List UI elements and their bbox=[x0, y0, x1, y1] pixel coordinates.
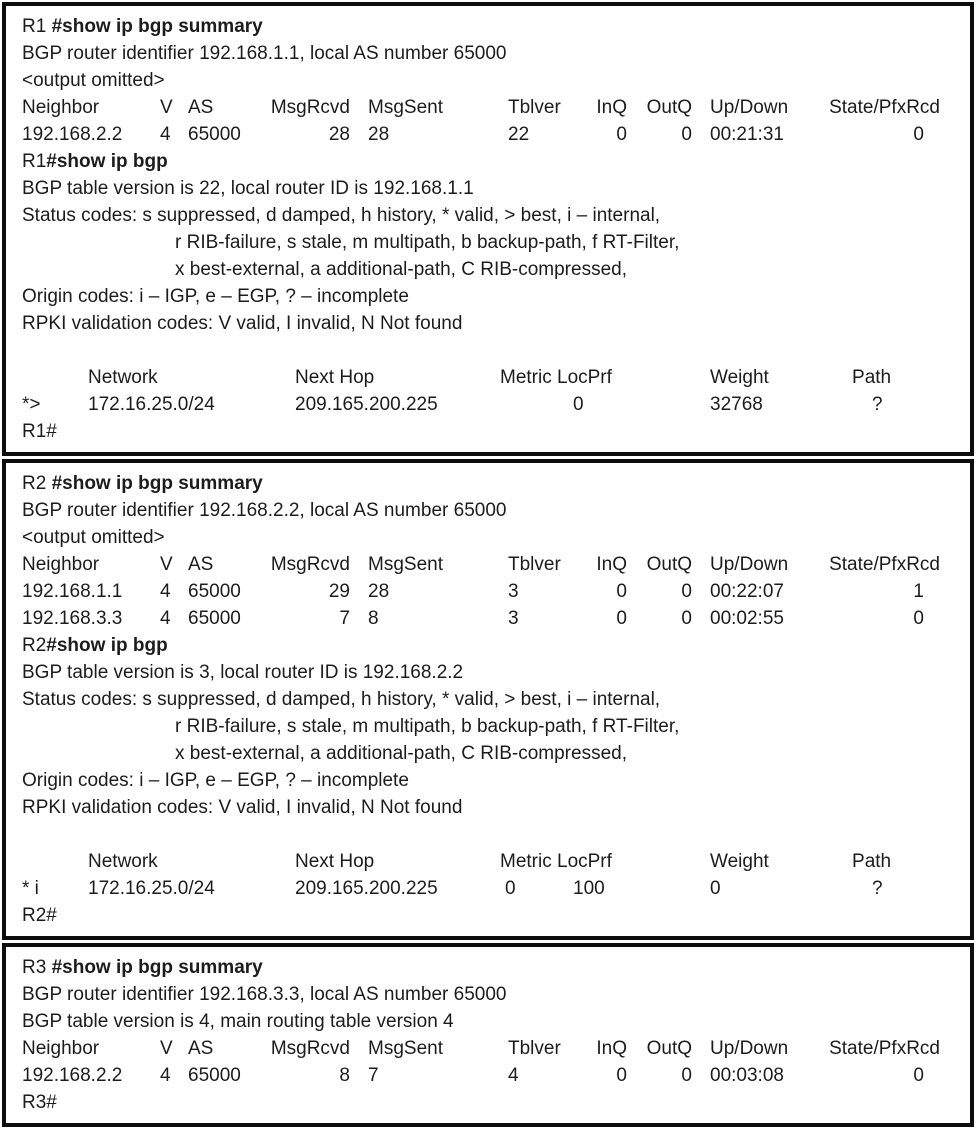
column-header: Tblver bbox=[508, 1038, 561, 1059]
blank-line bbox=[22, 337, 964, 364]
status-column-header bbox=[22, 364, 88, 391]
terminal-output-stack bbox=[2, 2, 974, 1127]
table-cell: 28 bbox=[368, 124, 390, 145]
router-prompt: R2 bbox=[22, 635, 47, 656]
output-line: BGP router identifier 192.168.1.1, local AS number 65000 bbox=[22, 43, 507, 64]
table-cell: 0 bbox=[913, 608, 924, 629]
neighbor-row bbox=[22, 605, 940, 632]
command-text: #show ip bgp summary bbox=[51, 957, 263, 978]
command-line bbox=[22, 13, 964, 40]
table-cell: 192.168.3.3 bbox=[22, 608, 123, 629]
column-header: Weight bbox=[710, 851, 769, 872]
table-cell: 0 bbox=[573, 394, 584, 415]
command-text: #show ip bgp bbox=[46, 151, 168, 172]
column-header: Path bbox=[852, 851, 892, 872]
router-prompt: R3 bbox=[22, 957, 52, 978]
table-cell: 4 bbox=[508, 1065, 519, 1086]
column-header: MsgSent bbox=[368, 1038, 443, 1059]
table-header-row bbox=[22, 364, 920, 391]
command-text: #show ip bgp summary bbox=[51, 473, 263, 494]
column-header: Tblver bbox=[508, 554, 561, 575]
table-cell: 65000 bbox=[188, 1065, 241, 1086]
column-header: Neighbor bbox=[22, 97, 100, 118]
table-cell: 32768 bbox=[710, 394, 763, 415]
table-cell: 00:21:31 bbox=[710, 124, 784, 145]
table-cell: 209.165.200.225 bbox=[295, 394, 438, 415]
column-header: MsgRcvd bbox=[270, 97, 350, 118]
table-cell: 0 bbox=[505, 878, 516, 899]
column-header: MsgRcvd bbox=[270, 1038, 350, 1059]
column-header: V bbox=[160, 554, 173, 575]
column-header: MsgRcvd bbox=[270, 554, 350, 575]
column-header: Neighbor bbox=[22, 554, 100, 575]
output-line: BGP table version is 22, local router ID is 192.168.1.1 bbox=[22, 178, 474, 199]
column-header: V bbox=[160, 97, 173, 118]
table-cell: 65000 bbox=[188, 581, 241, 602]
output-line: R1# bbox=[22, 421, 57, 442]
command-line bbox=[22, 632, 964, 659]
output-line: <output omitted> bbox=[22, 527, 165, 548]
neighbor-row bbox=[22, 578, 940, 605]
command-line bbox=[22, 148, 964, 175]
column-header: State/PfxRcd bbox=[829, 97, 940, 118]
neighbor-row bbox=[22, 121, 940, 148]
route-row bbox=[22, 875, 920, 902]
command-text: #show ip bgp bbox=[46, 635, 168, 656]
table-cell: 1 bbox=[913, 581, 924, 602]
output-line: R2# bbox=[22, 905, 57, 926]
output-line: BGP table version is 3, local router ID is 192.168.2.2 bbox=[22, 662, 464, 683]
table-cell: 0 bbox=[913, 1065, 924, 1086]
terminal-panel-r1 bbox=[2, 2, 974, 456]
route-row bbox=[22, 391, 920, 418]
column-header: InQ bbox=[596, 97, 627, 118]
output-line: RPKI validation codes: V valid, I invalid, N Not found bbox=[22, 797, 463, 818]
output-line: Status codes: s suppressed, d damped, h history, * valid, > best, i – internal, bbox=[22, 689, 661, 710]
column-header: Next Hop bbox=[295, 367, 375, 388]
output-line: BGP router identifier 192.168.2.2, local AS number 65000 bbox=[22, 500, 507, 521]
command-line bbox=[22, 954, 964, 981]
table-cell: 4 bbox=[160, 124, 171, 145]
column-header: V bbox=[160, 1038, 173, 1059]
table-header-row bbox=[22, 848, 920, 875]
column-header: InQ bbox=[596, 1038, 627, 1059]
bgp-summary-table bbox=[22, 94, 940, 148]
table-cell: 0 bbox=[616, 1065, 627, 1086]
output-line: Status codes: s suppressed, d damped, h history, * valid, > best, i – internal, bbox=[22, 205, 661, 226]
output-line: RPKI validation codes: V valid, I invalid, N Not found bbox=[22, 313, 463, 334]
table-cell: 0 bbox=[616, 581, 627, 602]
column-header: Network bbox=[88, 367, 158, 388]
output-line: Origin codes: i – IGP, e – EGP, ? – incomplete bbox=[22, 286, 409, 307]
column-header: Path bbox=[852, 367, 892, 388]
terminal-panel-r2 bbox=[2, 459, 974, 940]
table-cell: 7 bbox=[368, 1065, 379, 1086]
column-header: State/PfxRcd bbox=[829, 1038, 940, 1059]
table-cell: 3 bbox=[508, 608, 519, 629]
table-cell: 100 bbox=[573, 878, 605, 899]
table-cell: 4 bbox=[160, 608, 171, 629]
router-prompt: R1 bbox=[22, 151, 47, 172]
output-line: BGP table version is 4, main routing table version 4 bbox=[22, 1011, 454, 1032]
table-cell: 28 bbox=[328, 124, 350, 145]
output-line: BGP router identifier 192.168.3.3, local AS number 65000 bbox=[22, 984, 507, 1005]
table-cell: 7 bbox=[339, 608, 350, 629]
table-cell: 00:22:07 bbox=[710, 581, 784, 602]
table-cell: 00:02:55 bbox=[710, 608, 784, 629]
table-cell: 4 bbox=[160, 1065, 171, 1086]
bgp-route-table bbox=[22, 848, 920, 902]
table-cell: *> bbox=[22, 394, 41, 415]
column-header: Metric LocPrf bbox=[500, 851, 612, 872]
column-header: State/PfxRcd bbox=[829, 554, 940, 575]
bgp-route-table bbox=[22, 364, 920, 418]
output-line: <output omitted> bbox=[22, 70, 165, 91]
table-cell bbox=[500, 391, 573, 418]
column-header: AS bbox=[188, 1038, 214, 1059]
table-cell: 0 bbox=[710, 878, 721, 899]
table-cell: 0 bbox=[681, 1065, 692, 1086]
neighbor-row bbox=[22, 1062, 940, 1089]
table-cell: 28 bbox=[368, 581, 390, 602]
column-header: AS bbox=[188, 554, 214, 575]
table-cell: 65000 bbox=[188, 608, 241, 629]
column-header: Up/Down bbox=[710, 554, 789, 575]
command-text: #show ip bgp summary bbox=[51, 16, 263, 37]
table-cell: 00:03:08 bbox=[710, 1065, 784, 1086]
column-header: AS bbox=[188, 97, 214, 118]
column-header: Next Hop bbox=[295, 851, 375, 872]
column-header: OutQ bbox=[646, 554, 692, 575]
column-header: Up/Down bbox=[710, 1038, 789, 1059]
router-prompt: R2 bbox=[22, 473, 52, 494]
column-header: MsgSent bbox=[368, 554, 443, 575]
terminal-panel-r3 bbox=[2, 943, 974, 1127]
output-line: x best-external, a additional-path, C RIB-compressed, bbox=[175, 743, 627, 764]
table-header-row bbox=[22, 551, 940, 578]
table-cell: 172.16.25.0/24 bbox=[88, 878, 215, 899]
table-cell: 4 bbox=[160, 581, 171, 602]
output-line: R3# bbox=[22, 1092, 57, 1113]
column-header: Weight bbox=[710, 367, 769, 388]
blank-line bbox=[22, 821, 964, 848]
column-header: MsgSent bbox=[368, 97, 443, 118]
table-header-row bbox=[22, 1035, 940, 1062]
output-line: x best-external, a additional-path, C RIB-compressed, bbox=[175, 259, 627, 280]
table-cell: 172.16.25.0/24 bbox=[88, 394, 215, 415]
table-cell: 0 bbox=[681, 608, 692, 629]
table-cell: 65000 bbox=[188, 124, 241, 145]
bgp-summary-table bbox=[22, 1035, 940, 1089]
column-header: Network bbox=[88, 851, 158, 872]
output-line: r RIB-failure, s stale, m multipath, b backup-path, f RT-Filter, bbox=[175, 232, 680, 253]
column-header: Neighbor bbox=[22, 1038, 100, 1059]
output-line: r RIB-failure, s stale, m multipath, b backup-path, f RT-Filter, bbox=[175, 716, 680, 737]
table-cell: 3 bbox=[508, 581, 519, 602]
router-prompt: R1 bbox=[22, 16, 52, 37]
table-cell: 192.168.1.1 bbox=[22, 581, 123, 602]
table-cell: 0 bbox=[913, 124, 924, 145]
table-cell: 29 bbox=[328, 581, 350, 602]
column-header: Up/Down bbox=[710, 97, 789, 118]
command-line bbox=[22, 470, 964, 497]
table-cell: ? bbox=[872, 394, 883, 415]
table-header-row bbox=[22, 94, 940, 121]
column-header: Metric LocPrf bbox=[500, 367, 612, 388]
table-cell: * i bbox=[22, 878, 39, 899]
status-column-header bbox=[22, 848, 88, 875]
table-cell: 209.165.200.225 bbox=[295, 878, 438, 899]
table-cell: 0 bbox=[616, 124, 627, 145]
table-cell: 0 bbox=[681, 124, 692, 145]
column-header: OutQ bbox=[646, 1038, 692, 1059]
table-cell: 22 bbox=[508, 124, 530, 145]
table-cell: 192.168.2.2 bbox=[22, 124, 123, 145]
output-line: Origin codes: i – IGP, e – EGP, ? – incomplete bbox=[22, 770, 409, 791]
table-cell: ? bbox=[872, 878, 883, 899]
bgp-summary-table bbox=[22, 551, 940, 632]
table-cell: 192.168.2.2 bbox=[22, 1065, 123, 1086]
table-cell: 8 bbox=[339, 1065, 350, 1086]
table-cell: 0 bbox=[681, 581, 692, 602]
column-header: InQ bbox=[596, 554, 627, 575]
column-header: OutQ bbox=[646, 97, 692, 118]
table-cell: 0 bbox=[616, 608, 627, 629]
table-cell: 8 bbox=[368, 608, 379, 629]
column-header: Tblver bbox=[508, 97, 561, 118]
